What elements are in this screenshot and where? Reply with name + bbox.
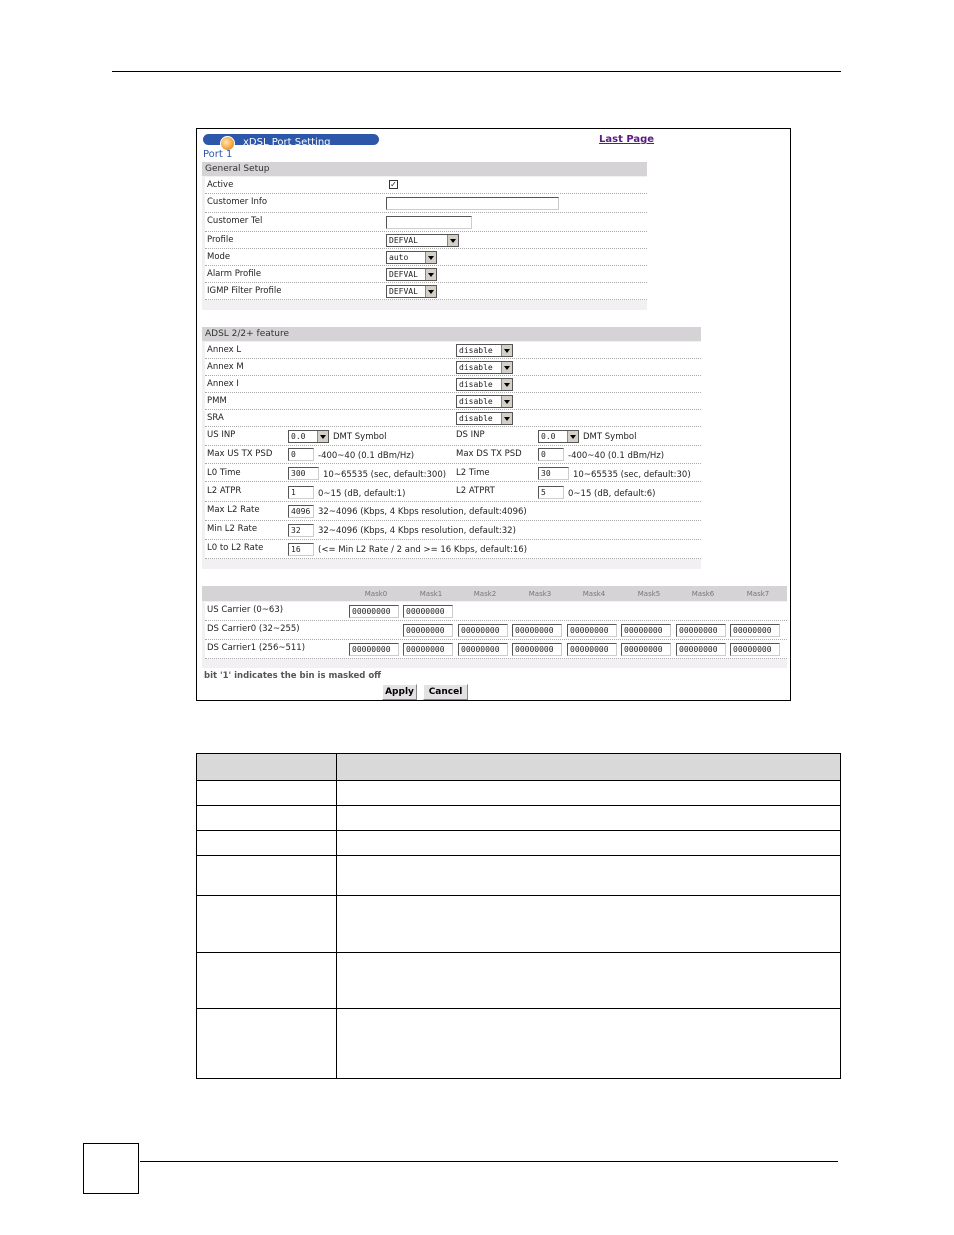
chevron-down-icon bbox=[501, 345, 512, 356]
ds-carrier0-mask7-input[interactable]: 00000000 bbox=[730, 624, 780, 637]
mask6-header: Mask6 bbox=[691, 590, 715, 598]
table-cell bbox=[197, 1009, 337, 1079]
us-inp-value: 0.0 bbox=[291, 432, 306, 441]
customer-tel-label: Customer Tel bbox=[207, 216, 263, 226]
table-cell bbox=[337, 1009, 841, 1079]
chevron-down-icon bbox=[425, 286, 436, 297]
profile-select[interactable] bbox=[386, 234, 459, 247]
annex-i-label: Annex I bbox=[207, 379, 239, 389]
annex-i-value: disable bbox=[459, 380, 493, 389]
l0-to-l2-rate-hint: (<= Min L2 Rate / 2 and >= 16 Kbps, default:16) bbox=[318, 545, 528, 555]
row-atpr bbox=[205, 482, 701, 502]
ds-inp-value: 0.0 bbox=[541, 432, 556, 441]
row-mode bbox=[205, 249, 647, 266]
title-bar bbox=[203, 134, 379, 148]
row-us-carrier bbox=[205, 602, 787, 621]
ds-carrier1-label: DS Carrier1 (256~511) bbox=[207, 643, 306, 653]
annex-m-select[interactable] bbox=[456, 361, 513, 374]
port-label: Port 1 bbox=[203, 149, 233, 160]
row-pmm bbox=[205, 393, 701, 410]
field-description-table bbox=[196, 753, 841, 1079]
alarm-profile-select[interactable] bbox=[386, 268, 437, 281]
chevron-down-icon bbox=[501, 413, 512, 424]
igmp-filter-profile-label: IGMP Filter Profile bbox=[207, 286, 282, 296]
table-row bbox=[197, 856, 841, 896]
ds-carrier0-mask6-input[interactable]: 00000000 bbox=[676, 624, 726, 637]
table-cell bbox=[337, 953, 841, 1009]
l2-time-label: L2 Time bbox=[456, 468, 490, 478]
mode-value: auto bbox=[389, 253, 409, 262]
us-inp-unit: DMT Symbol bbox=[333, 432, 387, 442]
sra-value: disable bbox=[459, 414, 493, 423]
page-number-box bbox=[83, 1143, 139, 1194]
max-l2-rate-label: Max L2 Rate bbox=[207, 505, 260, 515]
row-inp bbox=[205, 427, 701, 446]
general-setup-heading: General Setup bbox=[202, 162, 647, 176]
row-annex-i bbox=[205, 376, 701, 393]
us-inp-select[interactable] bbox=[288, 430, 329, 443]
ds-carrier1-mask1-input[interactable]: 00000000 bbox=[403, 643, 453, 656]
row-annex-m bbox=[205, 359, 701, 376]
customer-tel-input[interactable] bbox=[386, 216, 472, 229]
ds-carrier0-mask5-input[interactable]: 00000000 bbox=[621, 624, 671, 637]
sra-label: SRA bbox=[207, 413, 224, 423]
us-inp-label: US INP bbox=[207, 430, 236, 440]
max-us-tx-psd-hint: -400~40 (0.1 dBm/Hz) bbox=[318, 451, 415, 461]
pmm-value: disable bbox=[459, 397, 493, 406]
min-l2-rate-label: Min L2 Rate bbox=[207, 524, 258, 534]
table-cell bbox=[337, 896, 841, 953]
annex-m-label: Annex M bbox=[207, 362, 244, 372]
profile-label: Profile bbox=[207, 235, 234, 245]
ds-carrier1-mask2-input[interactable]: 00000000 bbox=[458, 643, 508, 656]
chevron-down-icon bbox=[501, 362, 512, 373]
l2-atpr-input[interactable]: 1 bbox=[288, 486, 314, 499]
min-l2-rate-hint: 32~4096 (Kbps, 4 Kbps resolution, default:32) bbox=[318, 526, 516, 536]
table-row bbox=[197, 806, 841, 831]
l0-time-input[interactable]: 300 bbox=[288, 467, 319, 480]
row-time bbox=[205, 464, 701, 482]
row-ds-carrier0 bbox=[205, 621, 787, 640]
row-active bbox=[205, 177, 647, 194]
row-max-l2-rate bbox=[205, 502, 701, 521]
chevron-down-icon bbox=[447, 235, 458, 246]
ds-carrier1-mask6-input[interactable]: 00000000 bbox=[676, 643, 726, 656]
mode-label: Mode bbox=[207, 252, 231, 262]
adsl-feature-panel bbox=[202, 327, 701, 569]
ds-carrier1-mask0-input[interactable]: 00000000 bbox=[349, 643, 399, 656]
annex-l-label: Annex L bbox=[207, 345, 242, 355]
active-label: Active bbox=[207, 180, 234, 190]
l2-atprt-hint: 0~15 (dB, default:6) bbox=[568, 489, 656, 499]
max-l2-rate-input[interactable]: 4096 bbox=[288, 505, 314, 518]
row-ds-carrier1 bbox=[205, 640, 787, 659]
table-cell bbox=[197, 831, 337, 856]
chevron-down-icon bbox=[425, 269, 436, 280]
l0-time-hint: 10~65535 (sec, default:300) bbox=[323, 470, 447, 480]
us-carrier-mask0-input[interactable]: 00000000 bbox=[349, 605, 399, 618]
row-tx-psd bbox=[205, 446, 701, 464]
ds-carrier0-mask4-input[interactable]: 00000000 bbox=[567, 624, 617, 637]
xdsl-port-setting-screen bbox=[196, 128, 791, 701]
igmp-filter-profile-value: DEFVAL bbox=[389, 287, 418, 296]
mask1-header: Mask1 bbox=[419, 590, 443, 598]
cancel-button[interactable]: Cancel bbox=[423, 684, 468, 700]
annex-m-value: disable bbox=[459, 363, 493, 372]
mask4-header: Mask4 bbox=[582, 590, 606, 598]
adsl-feature-heading: ADSL 2/2+ feature bbox=[202, 327, 701, 341]
l2-atprt-label: L2 ATPRT bbox=[456, 486, 495, 496]
ds-carrier0-mask2-input[interactable]: 00000000 bbox=[458, 624, 508, 637]
ds-carrier0-label: DS Carrier0 (32~255) bbox=[207, 624, 300, 634]
table-cell bbox=[197, 953, 337, 1009]
us-carrier-label: US Carrier (0~63) bbox=[207, 605, 284, 615]
l2-atpr-label: L2 ATPR bbox=[207, 486, 242, 496]
row-min-l2-rate bbox=[205, 521, 701, 540]
ds-carrier1-mask5-input[interactable]: 00000000 bbox=[621, 643, 671, 656]
mask3-header: Mask3 bbox=[528, 590, 552, 598]
ds-inp-label: DS INP bbox=[456, 430, 485, 440]
mask7-header: Mask7 bbox=[746, 590, 770, 598]
table-cell bbox=[337, 806, 841, 831]
alarm-profile-label: Alarm Profile bbox=[207, 269, 262, 279]
row-sra bbox=[205, 410, 701, 427]
table-header-cell bbox=[197, 754, 337, 781]
table-header-cell bbox=[337, 754, 841, 781]
mask-note: bit '1' indicates the bin is masked off bbox=[204, 671, 382, 681]
page-footer-rule bbox=[140, 1161, 838, 1162]
ds-carrier1-mask3-input[interactable]: 00000000 bbox=[512, 643, 562, 656]
table-cell bbox=[337, 856, 841, 896]
table-cell bbox=[197, 896, 337, 953]
chevron-down-icon bbox=[501, 379, 512, 390]
max-us-tx-psd-input[interactable]: 0 bbox=[288, 448, 314, 461]
annex-l-select[interactable] bbox=[456, 344, 513, 357]
customer-info-input[interactable] bbox=[386, 197, 559, 210]
alarm-profile-value: DEFVAL bbox=[389, 270, 418, 279]
screen-title: xDSL Port Setting bbox=[243, 137, 331, 148]
pmm-label: PMM bbox=[207, 396, 227, 406]
profile-value: DEFVAL bbox=[389, 236, 418, 245]
table-row bbox=[197, 953, 841, 1009]
annex-i-select[interactable] bbox=[456, 378, 513, 391]
us-carrier-mask1-input[interactable]: 00000000 bbox=[403, 605, 453, 618]
l2-atpr-hint: 0~15 (dB, default:1) bbox=[318, 489, 406, 499]
l0-to-l2-rate-label: L0 to L2 Rate bbox=[207, 543, 264, 553]
l0-to-l2-rate-input[interactable]: 16 bbox=[288, 543, 314, 556]
row-customer-tel bbox=[205, 213, 647, 232]
table-row bbox=[197, 1009, 841, 1079]
pmm-select[interactable] bbox=[456, 395, 513, 408]
carrier-mask-panel bbox=[202, 586, 787, 668]
mode-select[interactable] bbox=[386, 251, 437, 264]
ds-inp-unit: DMT Symbol bbox=[583, 432, 637, 442]
annex-l-value: disable bbox=[459, 346, 493, 355]
page-header-rule bbox=[112, 71, 841, 72]
ds-inp-select[interactable] bbox=[538, 430, 579, 443]
l0-time-label: L0 Time bbox=[207, 468, 241, 478]
table-cell bbox=[197, 856, 337, 896]
max-ds-tx-psd-label: Max DS TX PSD bbox=[456, 449, 522, 459]
mask5-header: Mask5 bbox=[637, 590, 661, 598]
l2-time-input[interactable]: 30 bbox=[538, 467, 569, 480]
table-cell bbox=[337, 831, 841, 856]
row-profile bbox=[205, 232, 647, 249]
table-cell bbox=[337, 781, 841, 806]
ds-carrier0-mask1-input[interactable]: 00000000 bbox=[403, 624, 453, 637]
ds-carrier0-mask3-input[interactable]: 00000000 bbox=[512, 624, 562, 637]
row-alarm-profile bbox=[205, 266, 647, 283]
table-row bbox=[197, 896, 841, 953]
min-l2-rate-input[interactable]: 32 bbox=[288, 524, 314, 537]
ds-carrier1-mask7-input[interactable]: 00000000 bbox=[730, 643, 780, 656]
row-l0-to-l2-rate bbox=[205, 540, 701, 559]
chevron-down-icon bbox=[567, 431, 578, 442]
general-setup-panel bbox=[202, 162, 647, 310]
active-checkbox[interactable]: ✓ bbox=[390, 180, 397, 189]
max-l2-rate-hint: 32~4096 (Kbps, 4 Kbps resolution, default:4096) bbox=[318, 507, 527, 517]
row-annex-l bbox=[205, 342, 701, 359]
row-igmp-filter-profile bbox=[205, 283, 647, 300]
table-cell bbox=[197, 781, 337, 806]
mask0-header: Mask0 bbox=[364, 590, 388, 598]
table-row bbox=[197, 781, 841, 806]
chevron-down-icon bbox=[501, 396, 512, 407]
mask2-header: Mask2 bbox=[473, 590, 497, 598]
max-ds-tx-psd-input[interactable]: 0 bbox=[538, 448, 564, 461]
apply-button[interactable]: Apply bbox=[382, 684, 417, 700]
row-customer-info bbox=[205, 194, 647, 213]
chevron-down-icon bbox=[317, 431, 328, 442]
max-ds-tx-psd-hint: -400~40 (0.1 dBm/Hz) bbox=[568, 451, 665, 461]
ds-carrier1-mask4-input[interactable]: 00000000 bbox=[567, 643, 617, 656]
l2-time-hint: 10~65535 (sec, default:30) bbox=[573, 470, 691, 480]
last-page-link[interactable]: Last Page bbox=[599, 134, 655, 145]
table-cell bbox=[197, 806, 337, 831]
customer-info-label: Customer Info bbox=[207, 197, 268, 207]
igmp-filter-profile-select[interactable] bbox=[386, 285, 437, 298]
table-row bbox=[197, 831, 841, 856]
chevron-down-icon bbox=[425, 252, 436, 263]
l2-atprt-input[interactable]: 5 bbox=[538, 486, 564, 499]
max-us-tx-psd-label: Max US TX PSD bbox=[207, 449, 273, 459]
sra-select[interactable] bbox=[456, 412, 513, 425]
table-header-row bbox=[197, 754, 841, 781]
